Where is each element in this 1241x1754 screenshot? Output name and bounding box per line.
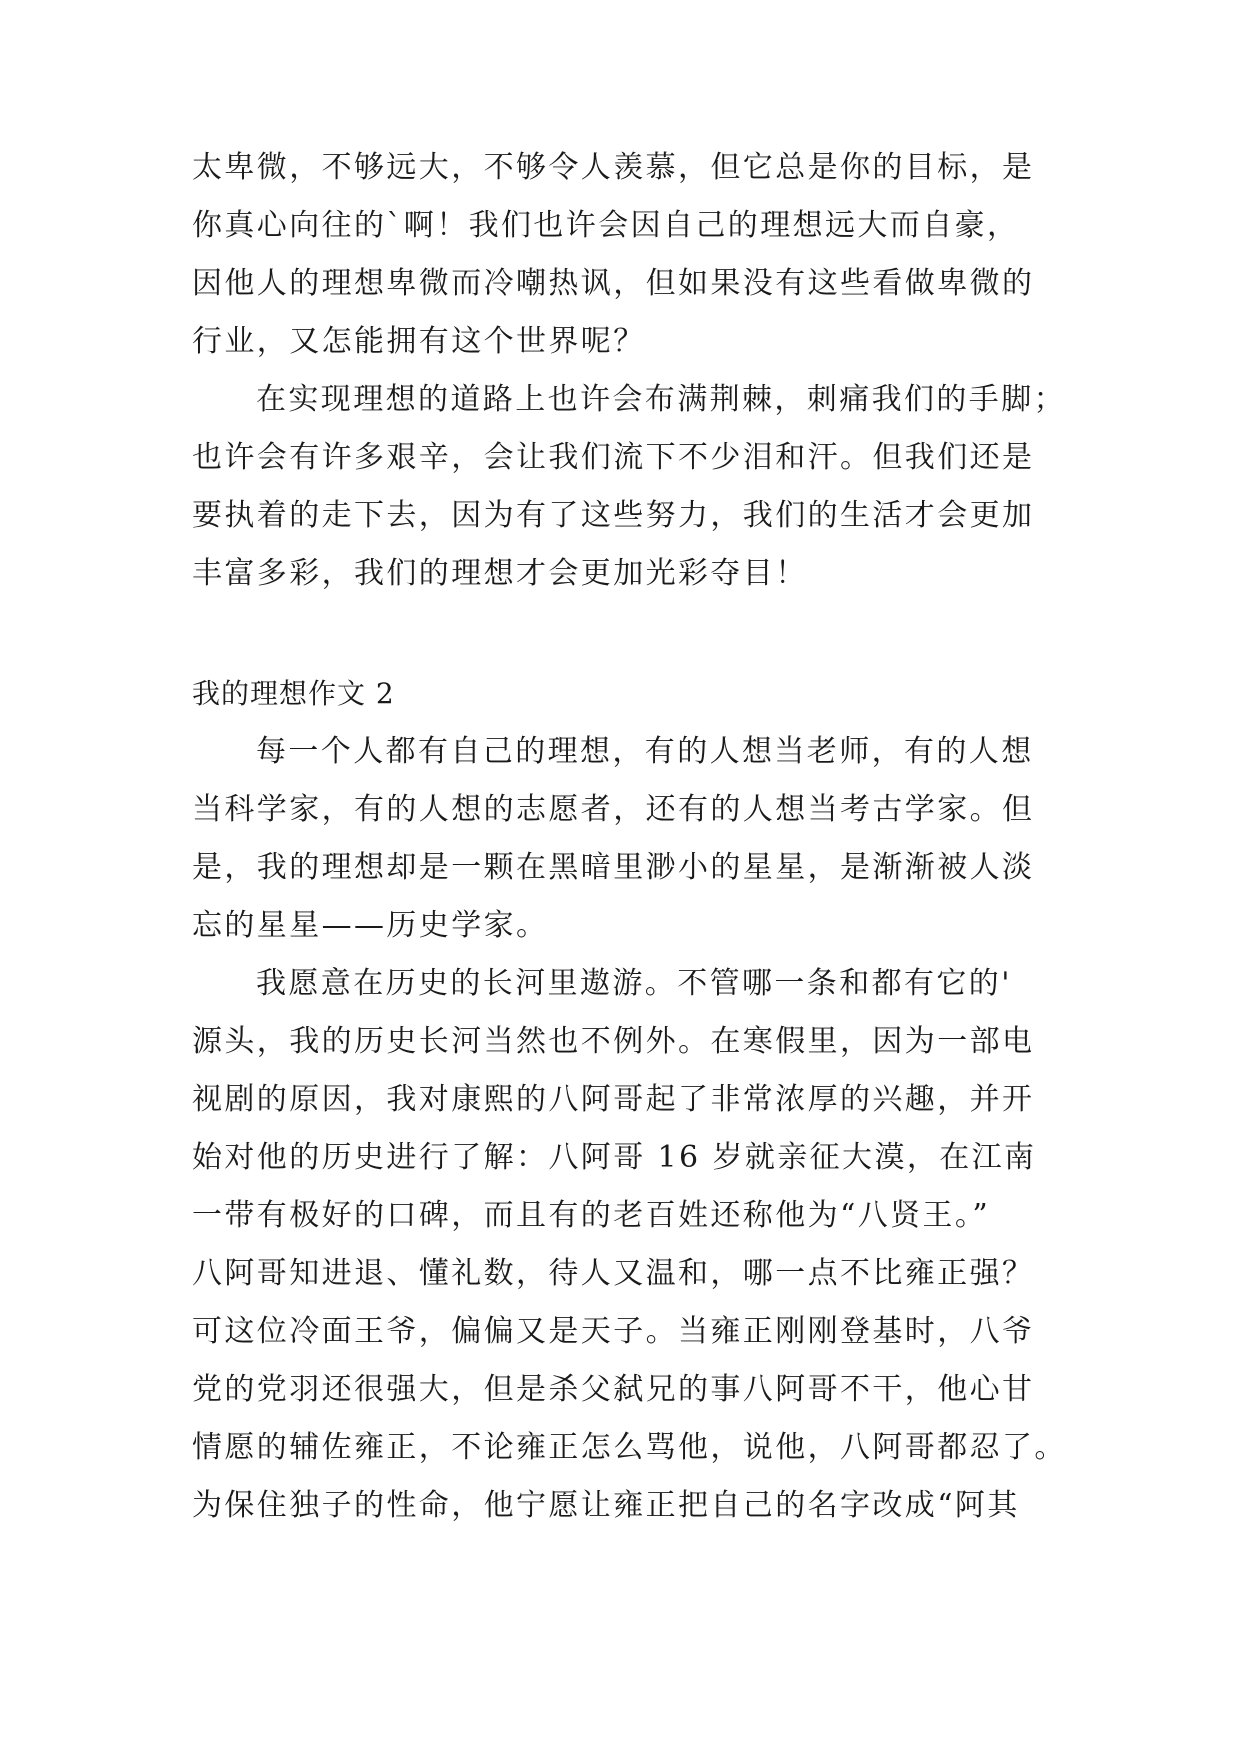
text-line: 始对他的历史进行了解：八阿哥 16 岁就亲征大漠，在江南 (192, 1140, 1037, 1175)
text-line: 当科学家，有的人想的志愿者，还有的人想当考古学家。但 (192, 792, 1035, 827)
text-line: 你真心向往的`啊！我们也许会因自己的理想远大而自豪， (192, 208, 1020, 243)
text-line: 为保住独子的性命，他宁愿让雍正把自己的名字改成“阿其 (192, 1488, 1020, 1523)
text-line: 八阿哥知进退、懂礼数，待人又温和，哪一点不比雍正强？ (192, 1256, 1035, 1291)
text-line: 因他人的理想卑微而冷嘲热讽，但如果没有这些看做卑微的 (192, 266, 1035, 301)
text-line: 视剧的原因，我对康熙的八阿哥起了非常浓厚的兴趣，并开 (192, 1082, 1035, 1117)
section-heading: 我的理想作文 2 (192, 677, 395, 710)
text-line: 可这位冷面王爷，偏偏又是天子。当雍正刚刚登基时，八爷 (192, 1314, 1035, 1349)
text-line: 在实现理想的道路上也许会布满荆棘，刺痛我们的手脚； (256, 382, 1066, 417)
text-line: 行业，又怎能拥有这个世界呢？ (192, 324, 646, 359)
text-line: 情愿的辅佐雍正，不论雍正怎么骂他，说他，八阿哥都忍了。 (192, 1430, 1067, 1465)
text-line: 我愿意在历史的长河里遨游。不管哪一条和都有它的' (256, 966, 1012, 1001)
text-line: 源头，我的历史长河当然也不例外。在寒假里，因为一部电 (192, 1024, 1035, 1059)
text-line: 忘的星星——历史学家。 (192, 908, 549, 943)
text-line: 要执着的走下去，因为有了这些努力，我们的生活才会更加 (192, 498, 1035, 533)
text-line: 丰富多彩，我们的理想才会更加光彩夺目！ (192, 556, 808, 591)
text-line: 是，我的理想却是一颗在黑暗里渺小的星星，是渐渐被人淡 (192, 850, 1035, 885)
text-line: 太卑微，不够远大，不够令人羡慕，但它总是你的目标，是 (192, 150, 1035, 185)
text-line: 也许会有许多艰辛，会让我们流下不少泪和汗。但我们还是 (192, 440, 1035, 475)
text-line: 党的党羽还很强大，但是杀父弑兄的事八阿哥不干，他心甘 (192, 1372, 1035, 1407)
text-line: 每一个人都有自己的理想，有的人想当老师，有的人想 (256, 734, 1034, 769)
text-line: 一带有极好的口碑，而且有的老百姓还称他为“八贤王。” (192, 1198, 991, 1233)
